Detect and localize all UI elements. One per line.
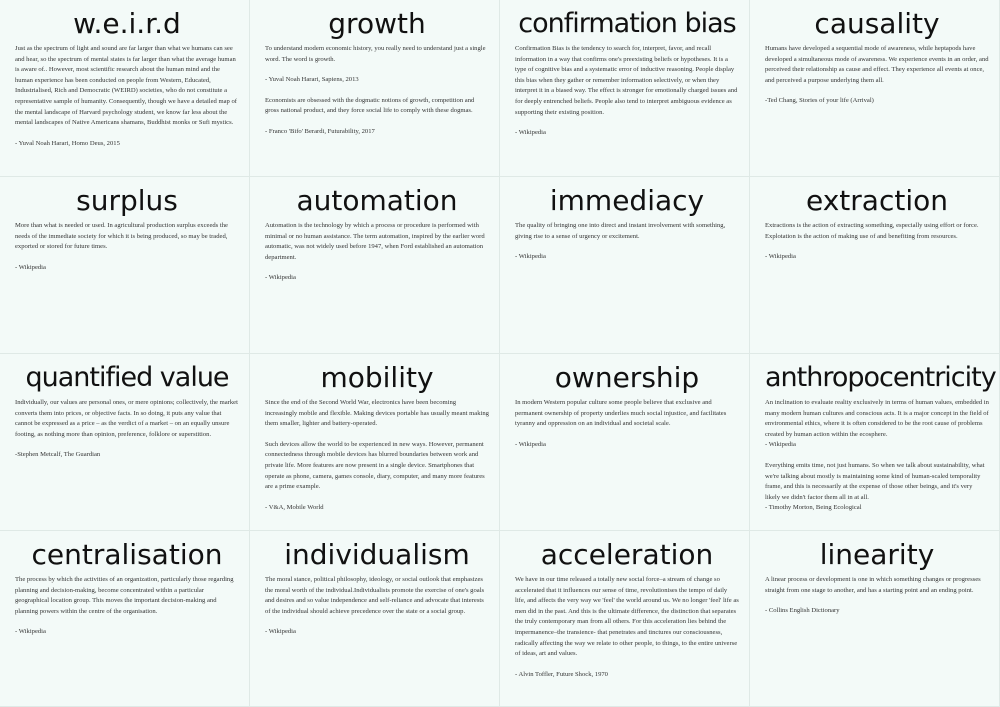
card-paragraph: An inclination to evaluate reality exclusively in terms of human values, embedded in many modern human cultures and conscious acts. It is a major concept in the field of environmental ethics, where it is often considered to be the root cause of problems created by human action within the ecosphere. - Wikipedia	[765, 399, 989, 449]
card-body	[15, 398, 239, 461]
card-paragraph: Automation is the technology by which a process or procedure is performed with minimal or no human assistance. The term automation, inspired by the earlier word automatic, was not widely used before 1947, when Ford established an automation department.	[265, 222, 485, 261]
card-body	[765, 398, 989, 514]
glossary-card	[750, 0, 1000, 177]
glossary-card	[0, 177, 250, 354]
card-body	[765, 44, 989, 107]
card-paragraph: - Yuval Noah Harari, Sapiens, 2013	[265, 76, 359, 84]
glossary-card	[250, 0, 500, 177]
card-term: causality	[814, 7, 940, 40]
glossary-card	[0, 0, 250, 177]
glossary-card	[750, 531, 1000, 707]
glossary-card	[0, 531, 250, 707]
card-term: centralisation	[31, 538, 223, 571]
card-paragraph: Confirmation Bias is the tendency to search for, interpret, favor, and recall information in a way that confirms one's preexisting beliefs or hypotheses. It is a type of cognitive bias and a systematic error of inductive reasoning. People display this bias when they gather or remember information selectively, or when they interpret it in a biased way. The effect is stronger for emotionally charged issues and for deeply entrenched beliefs. People also tend to interpret ambiguous evidence as supporting their existing position.	[515, 45, 738, 116]
card-paragraph: The process by which the activities of an organization, particularly those regarding planning and decision-making, become concentrated within a particular geographical location group. This moves the important decision-making and planning powers within the centre of the organisation.	[15, 576, 234, 615]
glossary-card	[250, 354, 500, 531]
card-paragraph: Everything emits time, not just humans. So when we talk about sustainability, what we're talking about mostly is maintaining some kind of human-scaled temporality frame, and this is necessarily at the expense of those other beings, and it's very likely we didn't factor them all in at all. - Timothy Morton, Being Ecological	[765, 461, 985, 512]
glossary-card	[0, 354, 250, 531]
card-paragraph: Economists are obsessed with the dogmatic notions of growth, competition and gross national product, and they force social life to comply with these dogmas.	[265, 96, 475, 115]
card-paragraph: Individually, our values are personal ones, or mere opinions; collectively, the market converts them into prices, or objective facts. In so doing, it puts any value that cannot be expressed as a price – as the verdict of a market – on an equally unsure footing, as nothing more than opinion, preference, folklore or superstition.	[15, 399, 238, 438]
card-paragraph: -Stephen Metcalf, The Guardian	[15, 451, 101, 459]
glossary-card	[750, 177, 1000, 354]
card-term: mobility	[320, 361, 434, 394]
glossary-card	[500, 177, 750, 354]
card-paragraph: To understand modern economic history, you really need to understand just a single word. The word is growth.	[265, 45, 486, 63]
card-term: surplus	[76, 184, 178, 217]
card-paragraph: - V&A, Mobile World	[265, 503, 324, 511]
card-paragraph: - Franco 'Bifo' Berardi, Futurability, 2017	[265, 127, 375, 135]
glossary-card	[250, 531, 500, 707]
card-body	[765, 575, 989, 617]
card-term: growth	[328, 7, 426, 40]
card-paragraph: - Wikipedia	[515, 440, 546, 448]
card-paragraph: - Collins English Dictionary	[765, 607, 840, 615]
card-paragraph: - Wikipedia	[515, 129, 546, 137]
card-paragraph: The quality of bringing one into direct and instant involvement with something, giving rise to a sense of urgency or excitement.	[515, 222, 726, 240]
card-term: ownership	[554, 361, 700, 394]
card-body	[515, 575, 739, 680]
card-paragraph: - Wikipedia	[265, 628, 296, 636]
card-body	[515, 221, 739, 263]
card-body	[15, 575, 239, 638]
card-paragraph: - Wikipedia	[515, 253, 546, 261]
card-body	[515, 398, 739, 450]
card-term: individualism	[284, 538, 470, 571]
card-paragraph: A linear process or development is one in which something changes or progresses straight from one stage to another, and has a starting point and an ending point.	[765, 576, 981, 594]
card-paragraph: - Alvin Toffler, Future Shock, 1970	[515, 670, 608, 678]
glossary-card	[250, 177, 500, 354]
card-term: acceleration	[540, 538, 714, 571]
card-body	[265, 44, 489, 138]
card-paragraph: Humans have developed a sequential mode of awareness, while heptapods have developed a simultaneous mode of awareness. We experience events in an order, and perceived their relationship as cause and effect. They experience all events at once, and perceived a purpose underlying them all.	[765, 45, 989, 84]
card-body	[515, 44, 739, 139]
card-paragraph: Just as the spectrum of light and sound are far larger than what we humans can see and hear, so the spectrum of mental states is far larger than what the average human is aware of.. However, most scientific research about the human mind and the human experience has been conducted on people from Western, Educated, Industrialised, Rich and Democratic (WEIRD) societies, who do not constitute a representative sample of humanity. Consequently, though we have a detailed map of the mental landscape of Harvard psychology student, we know far less about the mental landscapes of Native Americans shamans, Buddhist monks or Sufi mystics.	[15, 45, 237, 127]
card-paragraph: We have in our time released a totally new social force–a stream of change so accelerated that it influences our sense of time, revolutionises the tempo of daily life, and affects the very way we 'feel' the world around us. We no longer 'feel' life as men did in the past. And this is the ultimate difference, the distinction that separates the truly contemporary man from all others. For this acceleration lies behind the impermanence–the transience- that penetrates and tinctures our consciousness, radically affecting the way we relate to other people, to things, to the entire universe of ideas, art and values.	[515, 576, 739, 658]
card-paragraph: - Wikipedia	[765, 253, 796, 261]
glossary-card	[500, 354, 750, 531]
card-body	[15, 221, 239, 273]
card-term: anthropocentricity	[765, 362, 996, 393]
glossary-card	[750, 354, 1000, 531]
card-paragraph: Since the end of the Second World War, electronics have been becoming increasingly mobile and flexible. Making devices portable has usually meant making them smaller, lighter and battery-operated.	[265, 399, 489, 428]
card-paragraph: The moral stance, political philosophy, ideology, or social outlook that emphasizes the moral worth of the individual.Individualists promote the exercise of one's goals and desires and so value independence and self-reliance and advocate that interests of the individual should achieve precedence over the state or a social group.	[265, 576, 485, 615]
card-term: immediacy	[549, 184, 705, 217]
card-paragraph: - Yuval Noah Harari, Homo Deus, 2015	[15, 139, 120, 147]
card-paragraph: Extractions is the action of extracting something, especially using effort or force. Explotation is the action of making use of and benefiting from resources.	[765, 222, 979, 240]
card-paragraph: Such devices allow the world to be experienced in new ways. However, permanent connectedness through mobile devices has blurred boundaries between work and private life. More features are now present in a single device. Smartphones that operate as phone, camera, games console, diary, computer, and many more features are a prime example.	[265, 440, 485, 491]
card-body	[15, 44, 239, 149]
card-term: extraction	[806, 184, 948, 217]
card-term: w.e.i.r.d	[73, 7, 181, 40]
card-body	[265, 221, 489, 284]
card-paragraph: -Ted Chang, Stories of your life (Arrival)	[765, 97, 874, 105]
card-paragraph: More than what is needed or used. In agricultural production surplus exceeds the needs of the immediate society for which it is being produced, so may be traded, exported or stored for future times.	[15, 222, 228, 251]
card-paragraph: - Wikipedia	[15, 263, 46, 271]
card-paragraph: - Wikipedia	[15, 628, 46, 636]
card-term: confirmation bias	[518, 8, 736, 39]
card-term: quantified value	[25, 362, 229, 393]
glossary-card	[500, 0, 750, 177]
card-term: linearity	[819, 538, 935, 571]
card-paragraph: In modern Western popular culture some people believe that exclusive and permanent ownership of property underlies much social injustice, and facilitates tyranny and oppression on an individual and societal scale.	[515, 399, 727, 428]
card-term: automation	[296, 184, 458, 217]
card-body	[265, 575, 489, 638]
card-body	[265, 398, 489, 513]
card-body	[765, 221, 989, 263]
glossary-card	[500, 531, 750, 707]
card-paragraph: - Wikipedia	[265, 274, 296, 282]
